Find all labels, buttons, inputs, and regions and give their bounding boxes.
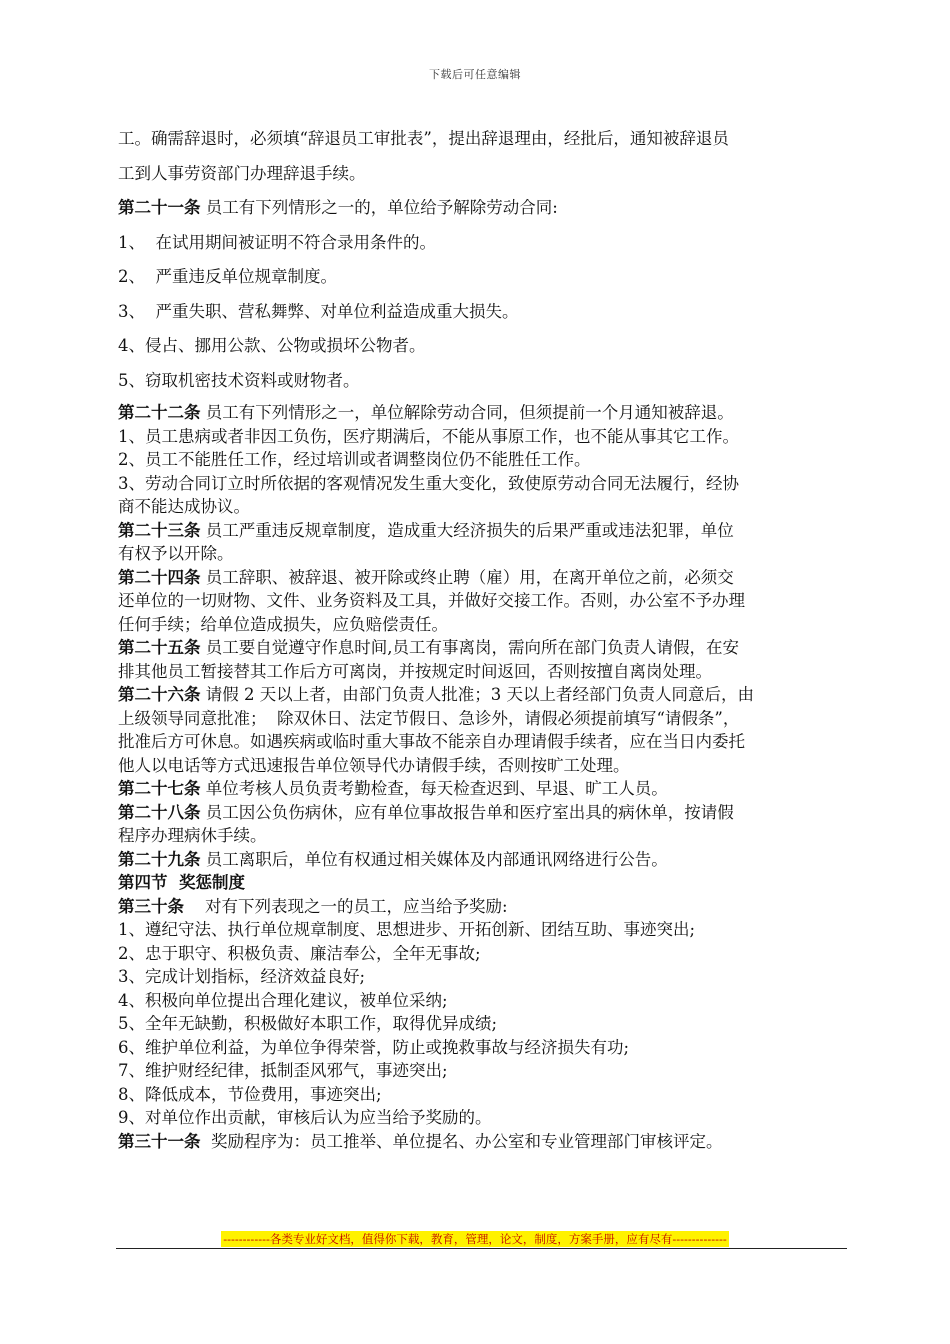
article-26-title: 第二十六条: [118, 685, 201, 704]
footer-divider: [116, 1248, 847, 1249]
article-25-text: 员工要自觉遵守作息时间,员工有事离岗，需向所在部门负责人请假，在安: [205, 638, 739, 657]
article-21-item: 1、 在试用期间被证明不符合录用条件的。: [118, 232, 436, 252]
article-24-line: 还单位的一切财物、文件、业务资料及工具，并做好交接工作。否则，办公室不予办理: [118, 591, 745, 610]
article-23-text: 员工严重违反规章制度，造成重大经济损失的后果严重或违法犯罪，单位: [205, 520, 734, 540]
article-30-text: 对有下列表现之一的员工，应当给予奖励:: [184, 896, 508, 916]
article-22-heading: [118, 401, 838, 425]
article-24-title: 第二十四条: [118, 567, 201, 587]
article-23-line: [118, 519, 838, 543]
article-26-line: 批准后方可休息。如遇疾病或临时重大事故不能亲自办理请假手续者，应在当日内委托: [118, 732, 745, 751]
article-30-item: 5、全年无缺勤，积极做好本职工作，取得优异成绩;: [118, 1014, 498, 1033]
article-25-line: 排其他员工暂接替其工作后方可离岗，并按规定时间返回，否则按擅自离岗处理。: [118, 661, 712, 681]
article-22-text: 员工有下列情形之一，单位解除劳动合同，但须提前一个月通知被辞退。: [205, 403, 734, 422]
article-30-item: 3、完成计划指标，经济效益良好;: [118, 967, 366, 986]
article-26-line: [118, 683, 838, 707]
article-30-heading: [118, 895, 838, 919]
article-28-title: 第二十八条: [118, 802, 201, 822]
article-30-item: 2、忠于职守、积极负责、廉洁奉公，全年无事故;: [118, 943, 481, 963]
article-31-text: 奖励程序为：员工推举、单位提名、办公室和专业管理部门审核评定。: [200, 1131, 723, 1151]
article-27-line: [118, 777, 838, 801]
article-29-line: [118, 848, 838, 872]
article-26-line: 他人以电话等方式迅速报告单位领导代办请假手续，否则按旷工处理。: [118, 755, 630, 775]
article-30-item: 9、对单位作出贡献，审核后认为应当给予奖励的。: [118, 1108, 492, 1127]
article-30-item: 1、遵纪守法、执行单位规章制度、思想进步、开拓创新、团结互助、事迹突出;: [118, 920, 696, 939]
article-22-title: 第二十二条: [118, 403, 201, 422]
article-22-item: 3、劳动合同订立时所依据的客观情况发生重大变化，致使原劳动合同无法履行，经协: [118, 473, 739, 493]
document-body: [118, 122, 838, 1153]
article-31-heading: [118, 1130, 838, 1154]
article-23-line: 有权予以开除。: [118, 544, 234, 563]
intro-line-2: 工到人事劳资部门办理辞退手续。: [118, 163, 366, 183]
article-24-line: 任何手续；给单位造成损失，应负赔偿责任。: [118, 614, 448, 634]
footer-banner: [0, 1228, 950, 1247]
article-21-heading: [118, 191, 838, 226]
article-21-text: 员工有下列情形之一的，单位给予解除劳动合同:: [205, 198, 558, 217]
article-27-title: 第二十七条: [118, 779, 201, 798]
article-31-title: 第三十一条: [118, 1131, 201, 1151]
article-30-item: 7、维护财经纪律，抵制歪风邪气，事迹突出;: [118, 1061, 448, 1080]
article-26-text: 请假 2 天以上者，由部门负责人批准；3 天以上者经部门负责人同意后，由: [205, 685, 754, 704]
article-30-item: 6、维护单位利益，为单位争得荣誉，防止或挽救事故与经济损失有功;: [118, 1037, 630, 1057]
article-24-text: 员工辞职、被辞退、被开除或终止聘（雇）用，在离开单位之前，必须交: [205, 567, 734, 587]
article-27-text: 单位考核人员负责考勤检查，每天检查迟到、早退、旷工人员。: [205, 779, 668, 798]
page-header: 下载后可任意编辑: [429, 68, 521, 81]
article-29-text: 员工离职后，单位有权通过相关媒体及内部通讯网络进行公告。: [205, 849, 668, 869]
article-21-title: 第二十一条: [118, 198, 201, 217]
article-30-title: 第三十条: [118, 896, 184, 916]
section-heading: 第四节 奖惩制度: [118, 873, 245, 892]
article-22-item: 商不能达成协议。: [118, 497, 250, 516]
article-30-item: 4、积极向单位提出合理化建议，被单位采纳;: [118, 990, 448, 1010]
article-29-title: 第二十九条: [118, 849, 201, 869]
article-22-item: 2、员工不能胜任工作，经过培训或者调整岗位仍不能胜任工作。: [118, 450, 591, 469]
article-23-title: 第二十三条: [118, 520, 201, 540]
article-26-line: 上级领导同意批准； 除双休日、法定节假日、急诊外，请假必须提前填写“请假条”，: [118, 708, 740, 728]
footer-text: ------------各类专业好文档，值得你下载，教育，管理，论文，制度，方案手册，应有尽有--------------: [223, 1232, 727, 1246]
article-25-title: 第二十五条: [118, 638, 201, 657]
article-24-line: [118, 566, 838, 590]
article-28-line: [118, 801, 838, 825]
article-22-item: 1、员工患病或者非因工负伤，医疗期满后，不能从事原工作，也不能从事其它工作。: [118, 426, 739, 446]
article-21-item: 2、 严重违反单位规章制度。: [118, 267, 337, 286]
article-30-item: 8、降低成本，节俭费用，事迹突出;: [118, 1084, 382, 1104]
article-21-item: 3、 严重失职、营私舞弊、对单位利益造成重大损失。: [118, 301, 519, 321]
article-21-item: 5、窃取机密技术资料或财物者。: [118, 370, 360, 390]
article-21-item: 4、侵占、挪用公款、公物或损坏公物者。: [118, 336, 426, 355]
article-28-line: 程序办理病休手续。: [118, 826, 267, 845]
article-28-text: 员工因公负伤病休，应有单位事故报告单和医疗室出具的病休单，按请假: [205, 802, 734, 822]
intro-line-1: 工。确需辞退时，必须填“辞退员工审批表”，提出辞退理由，经批后，通知被辞退员: [118, 129, 729, 148]
article-25-line: [118, 636, 838, 660]
